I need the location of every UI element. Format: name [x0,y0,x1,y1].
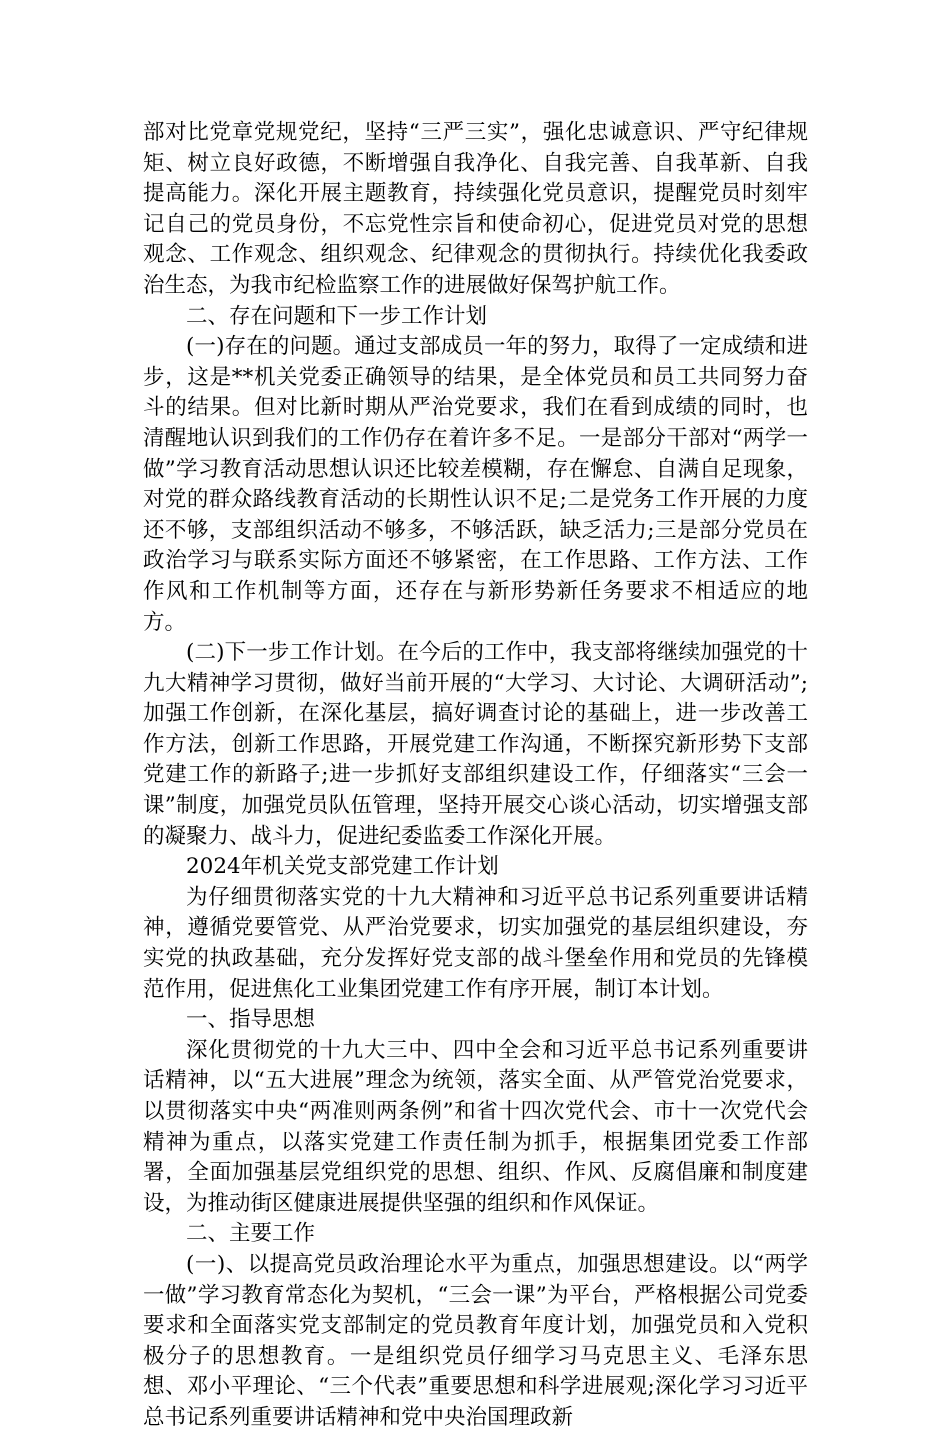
paragraph-next-plan: (二)下一步工作计划。在今后的工作中，我支部将继续加强党的十九大精神学习贯彻，做好当前开展的“大学习、大讨论、大调研活动”;加强工作创新，在深化基层，搞好调查讨论的基础上，进一步改善工作方法，创新工作思路，开展党建工作沟通，不断探究新形势下支部党建工作的新路子;进一步抓好支部组织建设工作，仔细落实“三会一课”制度，加强党员队伍管理，坚持开展交心谈心活动，切实增强支部的凝聚力、战斗力，促进纪委监委工作深化开展。 [143,640,808,849]
paragraph-intro: 为仔细贯彻落实党的十九大精神和习近平总书记系列重要讲话精神，遵循党要管党、从严治党要求，切实加强党的基层组织建设，夯实党的执政基础，充分发挥好党支部的战斗堡垒作用和党员的先锋模范作用，促进焦化工业集团党建工作有序开展，制订本计划。 [143,884,808,1002]
section-heading-problems: 二、存在问题和下一步工作计划 [186,303,488,329]
paragraph-1: 部对比党章党规党纪，坚持“三严三实”，强化忠诚意识、严守纪律规矩、树立良好政德，不断增强自我净化、自我完善、自我革新、自我提高能力。深化开展主题教育，持续强化党员意识，提醒党员时刻牢记自己的党员身份，不忘党性宗旨和使命初心，促进党员对党的思想观念、工作观念、组织观念、纪律观念的贯彻执行。持续优化我委政治生态，为我市纪检监察工作的进展做好保驾护航工作。 [143,120,808,298]
paragraph-problems: (一)存在的问题。通过支部成员一年的努力，取得了一定成绩和进步，这是**机关党委正确领导的结果，是全体党员和员工共同努力奋斗的结果。但对比新时期从严治党要求，我们在看到成绩的同时，也清醒地认识到我们的工作仍存在着许多不足。一是部分干部对“两学一做”学习教育活动思想认识还比较差模糊，存在懈怠、自满自足现象，对党的群众路线教育活动的长期性认识不足;二是党务工作开展的力度还不够，支部组织活动不够多，不够活跃，缺乏活力;三是部分党员在政治学习与联系实际方面还不够紧密，在工作思路、工作方法、工作作风和工作机制等方面，还存在与新形势新任务要求不相适应的地方。 [143,334,808,635]
paragraph-main-work-1: (一)、以提高党员政治理论水平为重点，加强思想建设。以“两学一做”学习教育常态化为契机，“三会一课”为平台，严格根据公司党委要求和全面落实党支部制定的党员教育年度计划，加强党员和入党积极分子的思想教育。一是组织党员仔细学习马克思主义、毛泽东思想、邓小平理论、“三个代表”重要思想和科学进展观;深化学习习近平总书记系列重要讲话精神和党中央治国理政新 [143,1251,808,1430]
document-page [143,118,808,1434]
paragraph-guiding-thought: 深化贯彻党的十九大三中、四中全会和习近平总书记系列重要讲话精神，以“五大进展”理念为统领，落实全面、从严管党治党要求，以贯彻落实中央“两准则两条例”和省十四次党代会、市十一次党代会精神为重点，以落实党建工作责任制为抓手，根据集团党委工作部署，全面加强基层党组织党的思想、组织、作风、反腐倡廉和制度建设，为推动街区健康进展提供坚强的组织和作风保证。 [143,1037,808,1216]
section-heading-main-work: 二、主要工作 [186,1221,316,1247]
section-heading-guiding-thought: 一、指导思想 [186,1007,316,1033]
document-title-2024-plan: 2024年机关党支部党建工作计划 [186,854,499,880]
